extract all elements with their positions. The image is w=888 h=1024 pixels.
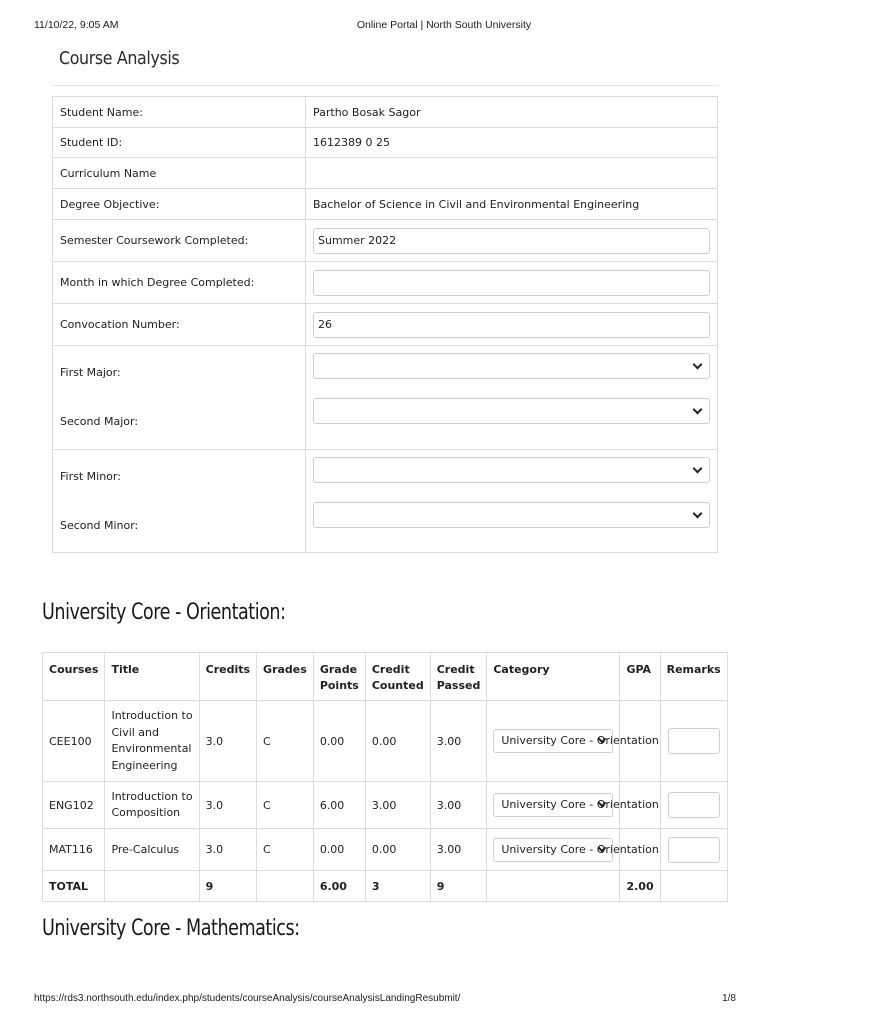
info-row-month [53, 262, 718, 304]
minors-label-cell [53, 450, 306, 553]
course-grade: C [257, 782, 314, 829]
section-heading-mathematics: University Core - Mathematics: [42, 916, 300, 941]
header-grade-points: Grade Points [313, 653, 365, 701]
remarks-cell [660, 829, 727, 871]
first-minor-select[interactable] [313, 457, 710, 483]
degree-objective-value: Bachelor of Science in Civil and Environmental Engineering [306, 189, 718, 220]
course-credit-counted: 0.00 [365, 829, 430, 871]
info-row-convocation [53, 304, 718, 346]
course-credit-counted: 3.00 [365, 782, 430, 829]
first-major-select[interactable] [313, 353, 710, 379]
category-select-value: University Core - Orientation [501, 734, 659, 747]
chevron-down-icon [693, 509, 703, 519]
category-select-value: University Core - Orientation [501, 842, 659, 856]
remarks-cell [660, 701, 727, 782]
header-credit-passed: Credit Passed [430, 653, 487, 701]
total-grade-points: 6.00 [313, 871, 365, 902]
course-credit-passed: 3.00 [430, 829, 487, 871]
course-grade-points: 0.00 [313, 701, 365, 782]
total-label: TOTAL [43, 871, 105, 902]
info-row-student-id [53, 128, 718, 158]
course-title: Introduction to Civil and Environmental Engineering [105, 701, 199, 782]
majors-select-cell [306, 346, 718, 450]
student-name-value: Partho Bosak Sagor [306, 97, 718, 128]
info-row-student-name [53, 97, 718, 128]
second-minor-select[interactable] [313, 502, 710, 528]
month-completed-input[interactable] [313, 270, 710, 296]
minors-select-cell [306, 450, 718, 553]
course-credit-passed: 3.00 [430, 701, 487, 782]
course-credits: 3.0 [199, 829, 256, 871]
orientation-courses-table [42, 652, 728, 902]
curriculum-label: Curriculum Name [53, 158, 306, 189]
first-minor-label: First Minor: [60, 470, 121, 483]
course-grade-points: 0.00 [313, 829, 365, 871]
page-title: Course Analysis [59, 48, 180, 69]
header-credits: Credits [199, 653, 256, 701]
chevron-down-icon [693, 464, 703, 474]
convocation-number-input[interactable]: 26 [313, 312, 710, 338]
print-header [0, 0, 768, 40]
second-major-select[interactable] [313, 398, 710, 424]
total-credits: 9 [199, 871, 256, 902]
curriculum-value [306, 158, 718, 189]
header-title: Title [105, 653, 199, 701]
table-row [43, 829, 728, 871]
course-grade: C [257, 701, 314, 782]
second-minor-label: Second Minor: [60, 519, 139, 532]
section-heading-orientation: University Core - Orientation: [42, 600, 286, 625]
category-select[interactable] [493, 729, 659, 753]
header-credit-counted: Credit Counted [365, 653, 430, 701]
student-name-label: Student Name: [53, 97, 306, 128]
course-credit-passed: 3.00 [430, 782, 487, 829]
course-grade-points: 6.00 [313, 782, 365, 829]
print-page-title: Online Portal | North South University [356, 19, 532, 31]
total-credit-counted: 3 [365, 871, 430, 902]
majors-label-cell [53, 346, 306, 450]
second-major-label: Second Major: [60, 415, 139, 428]
category-cell [487, 829, 659, 871]
print-date: 11/10/22, 9:05 AM [34, 19, 119, 31]
remarks-input[interactable] [668, 792, 720, 818]
info-row-semester [53, 220, 718, 262]
course-credits: 3.0 [199, 701, 256, 782]
course-code: MAT116 [43, 829, 105, 871]
course-code: CEE100 [43, 701, 105, 782]
degree-objective-label: Degree Objective: [53, 189, 306, 220]
semester-completed-label: Semester Coursework Completed: [53, 220, 306, 262]
semester-completed-input[interactable]: Summer 2022 [313, 228, 710, 254]
course-title: Introduction to Composition [105, 782, 199, 829]
course-title: Pre-Calculus [105, 829, 199, 871]
month-completed-label: Month in which Degree Completed: [53, 262, 306, 304]
print-url: https://rds3.northsouth.edu/index.php/students/courseAnalysis/courseAnalysisLandingResubmit/ [34, 993, 461, 1004]
header-gpa: GPA [620, 653, 660, 701]
header-courses: Courses [43, 653, 105, 701]
total-category-empty [487, 871, 620, 902]
course-credit-counted: 0.00 [365, 701, 430, 782]
info-row-majors [53, 346, 718, 450]
course-credits: 3.0 [199, 782, 256, 829]
student-id-label: Student ID: [53, 128, 306, 158]
print-footer [0, 990, 768, 1014]
total-gpa: 2.00 [620, 871, 660, 902]
header-remarks: Remarks [660, 653, 727, 701]
student-id-value: 1612389 0 25 [306, 128, 718, 158]
title-divider [52, 85, 718, 86]
course-grade: C [257, 829, 314, 871]
chevron-down-icon [693, 405, 703, 415]
category-select[interactable] [493, 793, 659, 817]
remarks-cell [660, 782, 727, 829]
category-select[interactable] [493, 838, 659, 862]
header-grades: Grades [257, 653, 314, 701]
remarks-input[interactable] [668, 837, 720, 863]
category-cell [487, 782, 659, 829]
total-title-empty [105, 871, 199, 902]
category-select-value: University Core - Orientation [501, 798, 659, 811]
info-row-curriculum [53, 158, 718, 189]
course-code: ENG102 [43, 782, 105, 829]
header-category: Category [487, 653, 620, 701]
remarks-input[interactable] [668, 728, 720, 754]
total-credit-passed: 9 [430, 871, 487, 902]
info-row-minors [53, 450, 718, 553]
table-total-row [43, 871, 728, 902]
category-cell [487, 701, 659, 782]
total-grades-empty [257, 871, 314, 902]
total-remarks-empty [660, 871, 727, 902]
student-info-table [52, 96, 718, 553]
table-header-row [43, 653, 728, 701]
info-row-degree [53, 189, 718, 220]
first-major-label: First Major: [60, 366, 121, 379]
chevron-down-icon [693, 360, 703, 370]
print-page-number: 1/8 [722, 993, 736, 1004]
table-row [43, 782, 728, 829]
table-row [43, 701, 728, 782]
convocation-number-label: Convocation Number: [53, 304, 306, 346]
